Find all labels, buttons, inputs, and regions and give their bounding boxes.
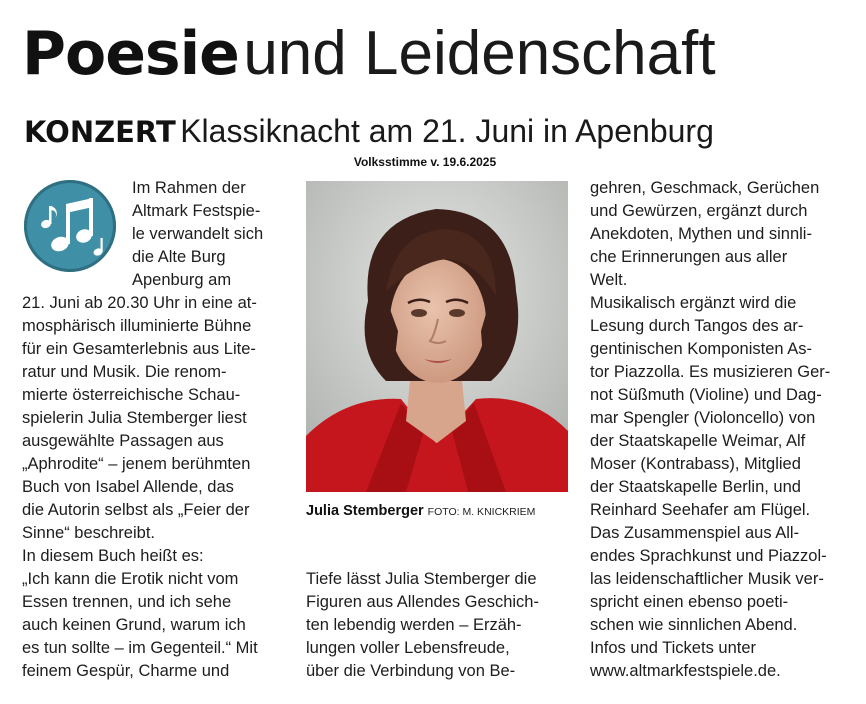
text-line: ratur und Musik. Die renom- bbox=[22, 363, 227, 381]
caption-name: Julia Stemberger bbox=[306, 503, 424, 519]
text-line: „Ich kann die Erotik nicht vom bbox=[22, 570, 239, 588]
text-line: spricht einen ebenso poeti- bbox=[590, 593, 789, 611]
text-line: Sinne“ beschreibt. bbox=[22, 524, 155, 542]
text-line: Lesung durch Tangos des ar- bbox=[590, 317, 804, 335]
text-line: feinem Gespür, Charme und bbox=[22, 662, 230, 680]
text-line: Im Rahmen der bbox=[132, 179, 246, 197]
text-line: für ein Gesamterlebnis aus Lite- bbox=[22, 340, 256, 358]
portrait-photo bbox=[306, 181, 568, 492]
text-line: gentinischen Komponisten As- bbox=[590, 340, 812, 358]
headline bbox=[22, 6, 716, 118]
text-line: es tun sollte – im Gegenteil.“ Mit bbox=[22, 639, 258, 657]
text-line: Buch von Isabel Allende, das bbox=[22, 478, 234, 496]
caption-credit: FOTO: M. KNICKRIEM bbox=[427, 506, 536, 518]
subheadline bbox=[24, 108, 714, 161]
text-line: Anekdoten, Mythen und sinnli- bbox=[590, 225, 812, 243]
text-line: der Staatskapelle Weimar, Alf bbox=[590, 432, 806, 450]
source-note: Volksstimme v. 19.6.2025 bbox=[353, 155, 497, 169]
text-line: las leidenschaftlicher Musik ver- bbox=[590, 570, 824, 588]
text-line: Tiefe lässt Julia Stemberger die bbox=[306, 570, 537, 588]
text-line: tor Piazzolla. Es musizieren Ger- bbox=[590, 363, 831, 381]
text-line: 21. Juni ab 20.30 Uhr in eine at- bbox=[22, 294, 257, 312]
text-line: ausgewählte Passagen aus bbox=[22, 432, 224, 450]
text-line: Reinhard Seehafer am Flügel. bbox=[590, 501, 811, 519]
text-line: ten lebendig werden – Erzäh- bbox=[306, 616, 522, 634]
text-line: Moser (Kontrabass), Mitglied bbox=[590, 455, 801, 473]
text-line: „Aphrodite“ – jenem berühmten bbox=[22, 455, 251, 473]
text-line: der Staatskapelle Berlin, und bbox=[590, 478, 801, 496]
text-line: endes Sprachkunst und Piazzol- bbox=[590, 547, 827, 565]
subheadline-text: Klassiknacht am 21. Juni in Apenburg bbox=[180, 113, 714, 149]
text-line: gehren, Geschmack, Gerüchen bbox=[590, 179, 820, 197]
article-col1 bbox=[22, 292, 258, 683]
text-line: über die Verbindung von Be- bbox=[306, 662, 516, 680]
text-line: che Erinnerungen aus aller bbox=[590, 248, 788, 266]
text-line: Essen trennen, und ich sehe bbox=[22, 593, 232, 611]
subheadline-kicker: KONZERT bbox=[24, 115, 176, 149]
text-line: auch keinen Grund, warum ich bbox=[22, 616, 246, 634]
text-line: und Gewürzen, ergänzt durch bbox=[590, 202, 808, 220]
text-line: Figuren aus Allendes Geschich- bbox=[306, 593, 539, 611]
headline-light: und Leidenschaft bbox=[243, 19, 716, 88]
headline-bold: Poesie bbox=[22, 19, 239, 89]
text-line: schen wie sinnlichen Abend. bbox=[590, 616, 798, 634]
text-line: mosphärisch illuminierte Bühne bbox=[22, 317, 252, 335]
photo-caption bbox=[306, 502, 535, 520]
article-col2 bbox=[306, 568, 539, 683]
text-line: Infos und Tickets unter bbox=[590, 639, 757, 657]
text-line: Das Zusammenspiel aus All- bbox=[590, 524, 800, 542]
text-line: die Alte Burg bbox=[132, 248, 226, 266]
text-line: die Autorin selbst als „Feier der bbox=[22, 501, 250, 519]
text-line: mar Spengler (Violoncello) von bbox=[590, 409, 816, 427]
text-line: not Süßmuth (Violine) und Dag- bbox=[590, 386, 822, 404]
text-line: Welt. bbox=[590, 271, 628, 289]
text-line: Altmark Festspie- bbox=[132, 202, 261, 220]
article-col3 bbox=[590, 177, 830, 683]
text-line: In diesem Buch heißt es: bbox=[22, 547, 204, 565]
text-line: www.altmarkfestspiele.de. bbox=[590, 662, 781, 680]
music-notes-icon bbox=[24, 180, 116, 272]
text-line: spielerin Julia Stemberger liest bbox=[22, 409, 247, 427]
text-line: mierte österreichische Schau- bbox=[22, 386, 241, 404]
text-line: Apenburg am bbox=[132, 271, 232, 289]
text-line: lungen voller Lebensfreude, bbox=[306, 639, 510, 657]
text-line: Musikalisch ergänzt wird die bbox=[590, 294, 797, 312]
article-col1-wrap bbox=[132, 177, 263, 292]
text-line: le verwandelt sich bbox=[132, 225, 264, 243]
